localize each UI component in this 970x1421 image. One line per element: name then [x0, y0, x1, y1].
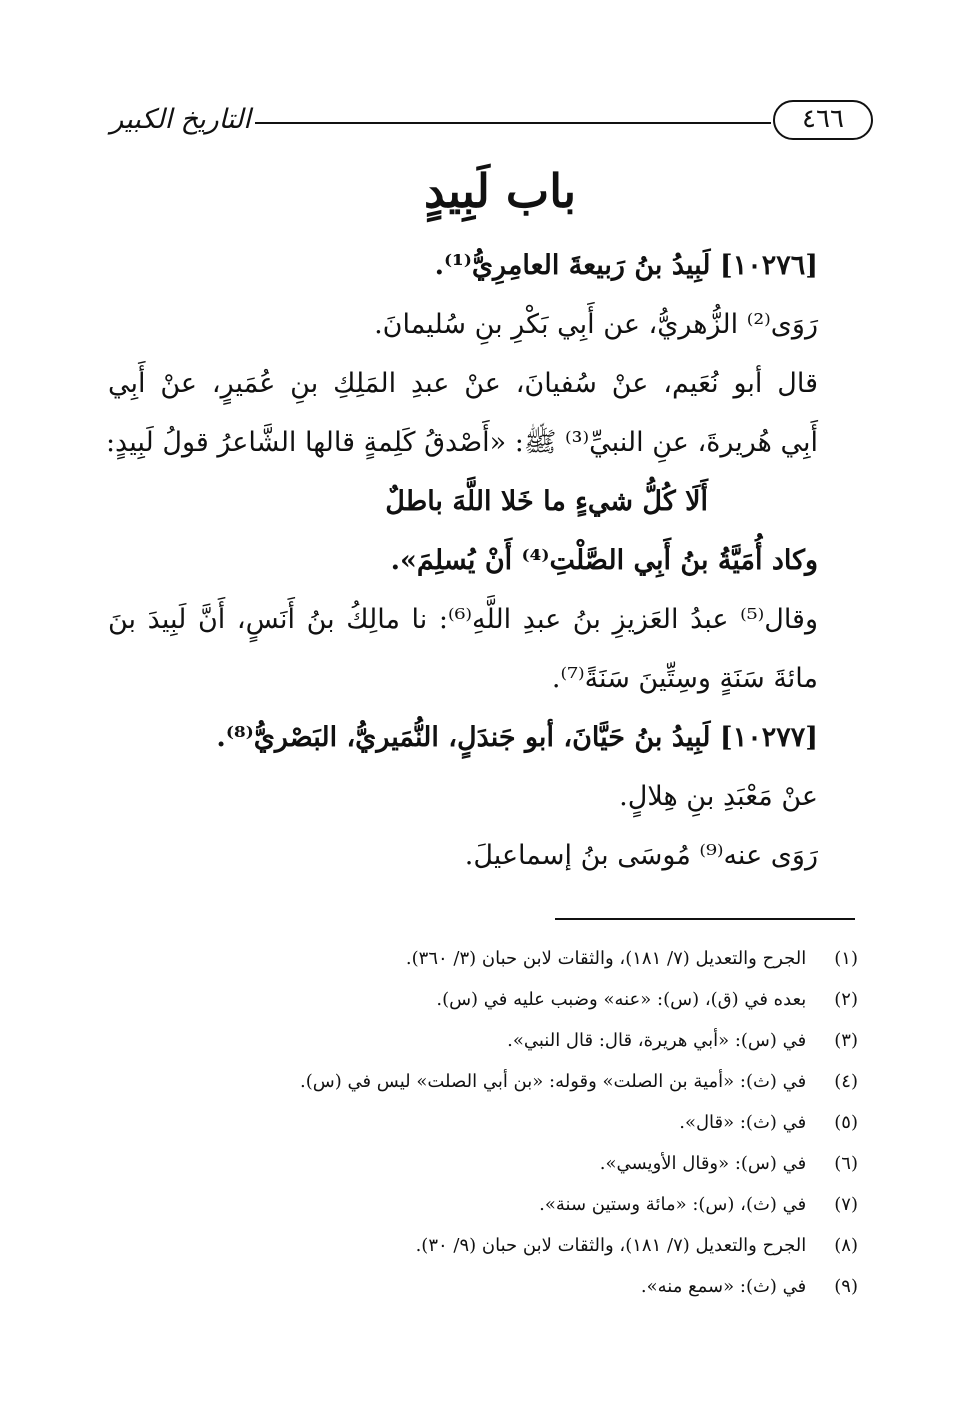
- footnote-text: الجرح والتعديل (٧/ ١٨١)، والثقات لابن حبان (٩/ ٣٠).: [415, 1235, 807, 1256]
- text-line: عنْ مَعْبَدِ بنِ هِلالٍ.: [619, 781, 818, 812]
- footnote: [298, 1184, 858, 1225]
- text-line: قال أبو نُعَيم، عنْ سُفيانَ، عنْ عبدِ المَلِكِ بنِ عُمَيرٍ، عنْ أَبِي: [108, 368, 818, 399]
- footnote: [298, 1225, 858, 1266]
- chapter-title: باب لَبِيدٍ: [423, 164, 577, 218]
- text-line: أَبِي هُريرةَ، عنِ النبيِّ⁽³⁾ ﷺ: «أَصْدقُ كَلِمةٍ قالها الشَّاعرُ قولُ لَبِيدٍ:: [105, 427, 818, 458]
- footnote-text: في (ث)، (س): «مائة وستين سنة».: [539, 1194, 807, 1215]
- footnote-number: (٨): [834, 1235, 858, 1256]
- footnote-text: الجرح والتعديل (٧/ ١٨١)، والثقات لابن حبان (٣/ ٣٦٠).: [405, 948, 807, 969]
- footnote-number: (٢): [834, 989, 858, 1010]
- footnote-number: (٧): [834, 1194, 858, 1215]
- footnote-rule: [555, 918, 855, 920]
- footnote: [298, 1102, 858, 1143]
- footnote-text: في (ث): «سمع منه».: [640, 1276, 807, 1297]
- footnote-text: في (س): «أبي هريرة، قال: قال النبي».: [507, 1030, 807, 1051]
- running-title: التاريخ الكبير: [110, 104, 251, 135]
- footnote: [298, 979, 858, 1020]
- footnote-number: (١): [834, 948, 858, 969]
- footnote-number: (٩): [834, 1276, 858, 1297]
- header-rule: [255, 122, 771, 124]
- footnote-number: (٣): [834, 1030, 858, 1051]
- footnotes: [298, 938, 858, 1307]
- footnote: [298, 1061, 858, 1102]
- entry-heading-10277: [١٠٢٧٧] لَبِيدُ بنُ حَيَّانَ، أبو جَندَلٍ، النُّمَيريُّ، البَصْريُّ⁽⁸⁾.: [216, 722, 818, 753]
- text-line: مائةَ سَنَةٍ وسِتِّينَ سَنَةً⁽⁷⁾.: [551, 663, 818, 694]
- main-text: [105, 236, 818, 885]
- text-line: وكاد أُمَيَّةُ بنُ أَبِي الصَّلْتِ⁽⁴⁾ أَنْ يُسلِمَ».: [390, 545, 818, 576]
- footnote: [298, 1266, 858, 1307]
- page-number: ٤٦٦: [773, 100, 873, 140]
- text-line: وقال⁽⁵⁾ عبدُ العَزيزِ بنُ عبدِ اللَّهِ⁽⁶⁾: نا مالِكُ بنُ أَنَسٍ، أَنَّ لَبِيدَ بنَ: [108, 604, 818, 635]
- footnote: [298, 938, 858, 979]
- text-line: رَوَى عنه⁽⁹⁾ مُوسَى بنُ إسماعيلَ.: [464, 840, 818, 871]
- footnote-text: بعده في (ق)، (س): «عنه» وضبب عليه في (س).: [436, 989, 807, 1010]
- footnote-text: في (ث): «قال».: [679, 1112, 807, 1133]
- footnote-text: في (ث): «أمية بن الصلت» وقوله: «بن أبي الصلت» ليس في (س).: [299, 1071, 807, 1092]
- footnote-text: في (س): «وقال الأويسي».: [599, 1153, 807, 1174]
- entry-heading-10276: [١٠٢٧٦] لَبِيدُ بنُ رَبيعةَ العامِرِيُّ⁽¹⁾.: [434, 250, 818, 281]
- footnote: [298, 1020, 858, 1061]
- footnote: [298, 1143, 858, 1184]
- footnote-number: (٦): [834, 1153, 858, 1174]
- poem-verse: أَلَا كُلُّ شيءٍ ما خَلا اللَّهَ باطلٌ: [385, 486, 708, 517]
- text-line: رَوَى⁽²⁾ الزُّهريُّ، عن أَبِي بَكْرِ بنِ سُليمانَ.: [374, 309, 818, 340]
- footnote-number: (٤): [834, 1071, 858, 1092]
- footnote-number: (٥): [834, 1112, 858, 1133]
